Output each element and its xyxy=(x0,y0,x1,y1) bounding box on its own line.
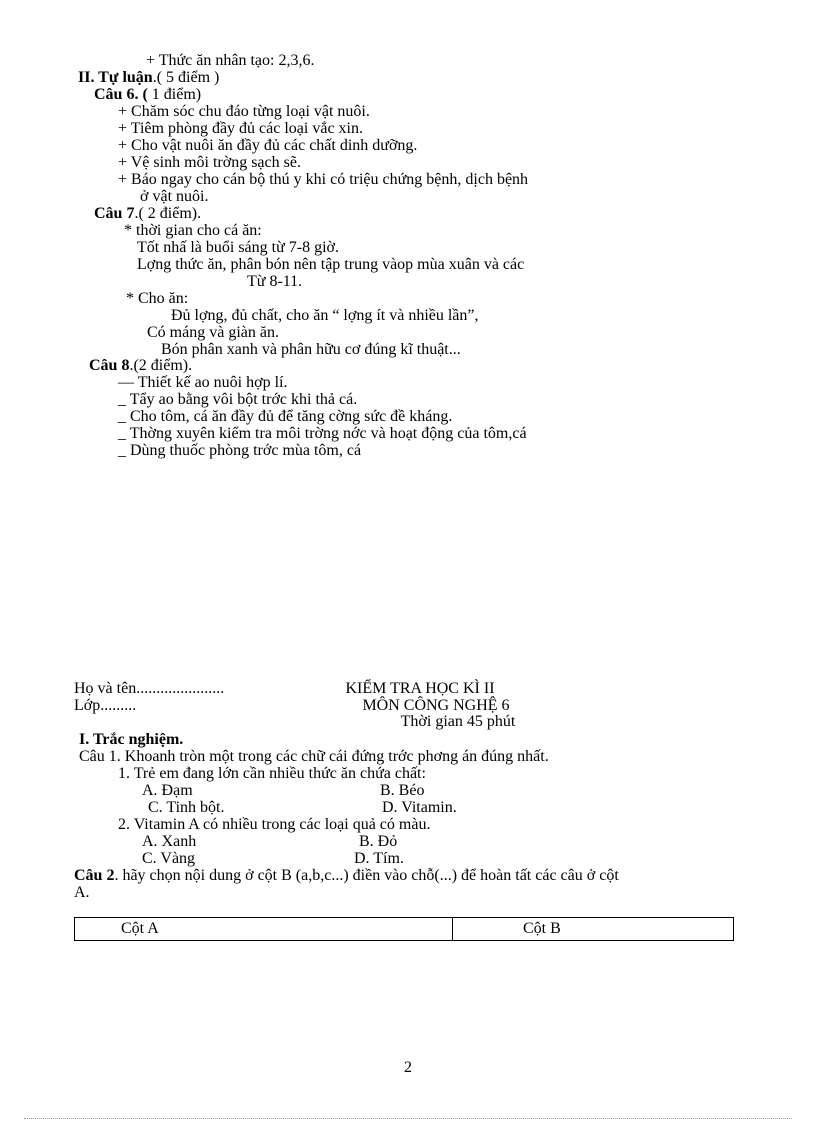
exam-duration: Thời gian 45 phút xyxy=(400,713,516,730)
q7-line: Từ 8-11. xyxy=(247,273,303,290)
q7-label xyxy=(94,205,201,222)
q6-line: ở vật nuôi. xyxy=(140,188,209,205)
q1-sub2-option-d: D. Tím. xyxy=(354,850,404,867)
essay-heading xyxy=(78,69,219,86)
q1-sub2-stem: 2. Vitamin A có nhiều trong các loại quả có màu. xyxy=(118,816,431,833)
q6-line: + Báo ngay cho cán bộ thú y khi có triệu chứng bệnh, dịch bệnh xyxy=(118,171,529,188)
q1-sub2-option-b: B. Đỏ xyxy=(359,833,398,850)
q1-sub1-option-c: C. Tinh bột. xyxy=(148,799,225,816)
q6-line: + Tiêm phòng đầy đủ các loại vắc xin. xyxy=(118,120,363,137)
mcq-heading: I. Trắc nghiệm. xyxy=(79,731,184,748)
q7-line: Bón phân xanh và phân hữu cơ đúng kĩ thuật... xyxy=(161,341,461,358)
q1-intro: Câu 1. Khoanh tròn một trong các chữ cái đứng trớc phơng án đúng nhất. xyxy=(79,748,549,765)
q1-sub2-option-a: A. Xanh xyxy=(142,833,197,850)
exam-subject: MÔN CÔNG NGHỆ 6 xyxy=(362,697,510,714)
q8-line: _ Cho tôm, cá ăn đầy đủ để tăng cờng sức đề kháng. xyxy=(118,408,453,425)
q7-label-bold: Câu 7 xyxy=(94,205,135,222)
table-header-col-a: Cột A xyxy=(75,918,453,941)
class-field: Lớp......... xyxy=(74,697,137,714)
q6-line: + Vệ sinh môi trờng sạch sẽ. xyxy=(118,154,301,171)
q2-text-continued: A. xyxy=(74,884,90,901)
q2-label: Câu 2 xyxy=(74,867,115,884)
q1-sub2-option-c: C. Vàng xyxy=(142,850,196,867)
q8-label xyxy=(89,357,192,374)
q7-line: Có máng và giàn ăn. xyxy=(147,324,279,341)
name-field: Họ và tên...................... xyxy=(74,680,225,697)
q7-line: Lợng thức ăn, phân bón nên tập trung vàop mùa xuân và các xyxy=(137,256,525,273)
q6-label-rest: 1 điểm) xyxy=(147,86,202,103)
answer-line-artificial-food: + Thức ăn nhân tạo: 2,3,6. xyxy=(146,52,315,69)
q6-line: + Chăm sóc chu đáo từng loại vật nuôi. xyxy=(118,103,370,120)
table-header-row xyxy=(75,918,734,941)
exam-title: KIỂM TRA HỌC KÌ II xyxy=(345,680,495,697)
q7-line: * Cho ăn: xyxy=(126,290,189,307)
q7-line: Đủ lợng, đủ chất, cho ăn “ lợng ít và nhiều lần”, xyxy=(171,307,479,324)
q1-sub1-option-b: B. Béo xyxy=(380,782,425,799)
essay-heading-bold: II. Tự luận xyxy=(78,69,153,86)
q2-text: . hãy chọn nội dung ở cột B (a,b,c...) điền vào chỗ(...) để hoàn tất các câu ở cột xyxy=(114,867,619,884)
q7-line: Tốt nhấ là buổi sáng từ 7-8 giờ. xyxy=(137,239,339,256)
q6-line: + Cho vật nuôi ăn đầy đủ các chất dinh dưỡng. xyxy=(118,137,418,154)
q1-sub1-stem: 1. Trẻ em đang lớn cần nhiều thức ăn chứa chất: xyxy=(118,765,426,782)
q6-label-bold: Câu 6. ( xyxy=(94,86,148,103)
table-header-col-b: Cột B xyxy=(453,918,734,941)
q7-line: * thời gian cho cá ăn: xyxy=(124,222,262,239)
essay-heading-rest: .( 5 điểm ) xyxy=(152,69,220,86)
q8-label-rest: .(2 điểm). xyxy=(129,357,193,374)
q8-line: _ Thờng xuyên kiểm tra môi trờng nớc và hoạt động của tôm,cá xyxy=(118,425,527,442)
q8-line: _ Tẩy ao bằng vôi bột trớc khi thả cá. xyxy=(118,391,358,408)
matching-table xyxy=(74,917,734,941)
q7-label-rest: .( 2 điểm). xyxy=(134,205,202,222)
q8-label-bold: Câu 8 xyxy=(89,357,130,374)
q8-line: _ Dùng thuốc phòng trớc mùa tôm, cá xyxy=(118,442,362,459)
q6-label xyxy=(94,86,201,103)
q1-sub1-option-a: A. Đạm xyxy=(142,782,193,799)
q8-line: — Thiết kế ao nuôi hợp lí. xyxy=(118,374,288,391)
page-number: 2 xyxy=(404,1059,412,1076)
q2-prompt xyxy=(74,867,619,884)
q1-sub1-option-d: D. Vitamin. xyxy=(382,799,457,816)
page-bottom-rule xyxy=(24,1118,792,1119)
